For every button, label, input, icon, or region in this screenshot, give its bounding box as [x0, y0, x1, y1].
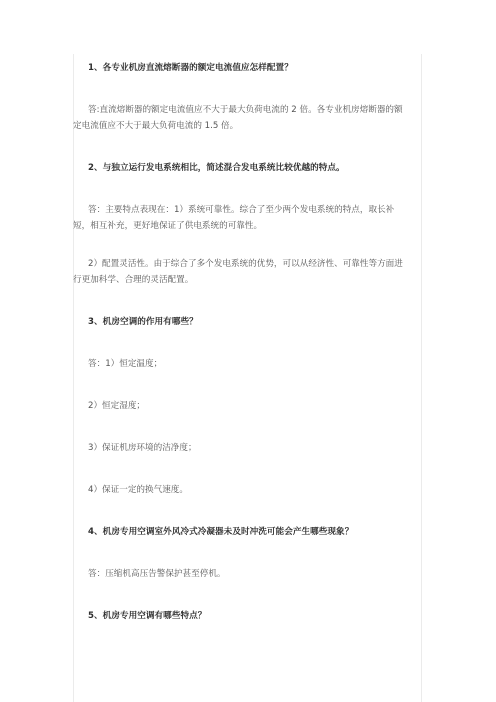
answer-3-item-2: 2）恒定湿度； [88, 401, 146, 411]
question-1: 1、各专业机房直流熔断器的额定电流值应怎样配置？ [88, 63, 293, 73]
document-body [73, 60, 422, 624]
question-3: 3、机房空调的作用有哪些？ [88, 317, 198, 327]
answer-3-item-4: 4）保证一定的换气速度。 [88, 485, 188, 495]
answer-3-item-3: 3）保证机房环境的洁净度； [88, 443, 197, 453]
answer-3-item-1: 答：1）恒定温度； [88, 359, 163, 369]
answer-2-part-2: 2）配置灵活性。由于综合了多个发电系统的优势，可以从经济性、可靠性等方面进行更加科学、合理的灵活配置。 [73, 259, 403, 285]
question-4: 4、机房专用空调室外风冷式冷凝器未及时冲洗可能会产生哪些现象？ [88, 527, 354, 537]
answer-1: 答:直流熔断器的额定电流值应不大于最大负荷电流的 2 倍。各专业机房熔断器的额定电流值应不大于最大负荷电流的 1.5 倍。 [73, 105, 403, 131]
answer-4: 答：压缩机高压告警保护甚至停机。 [88, 569, 226, 579]
question-2: 2、与独立运行发电系统相比，简述混合发电系统比较优越的特点。 [88, 163, 345, 173]
answer-2-part-1: 答：主要特点表现在：1）系统可靠性。综合了至少两个发电系统的特点，取长补短，相互补充，更好地保证了供电系统的可靠性。 [73, 205, 395, 231]
question-5: 5、机房专用空调有哪些特点？ [88, 611, 207, 621]
